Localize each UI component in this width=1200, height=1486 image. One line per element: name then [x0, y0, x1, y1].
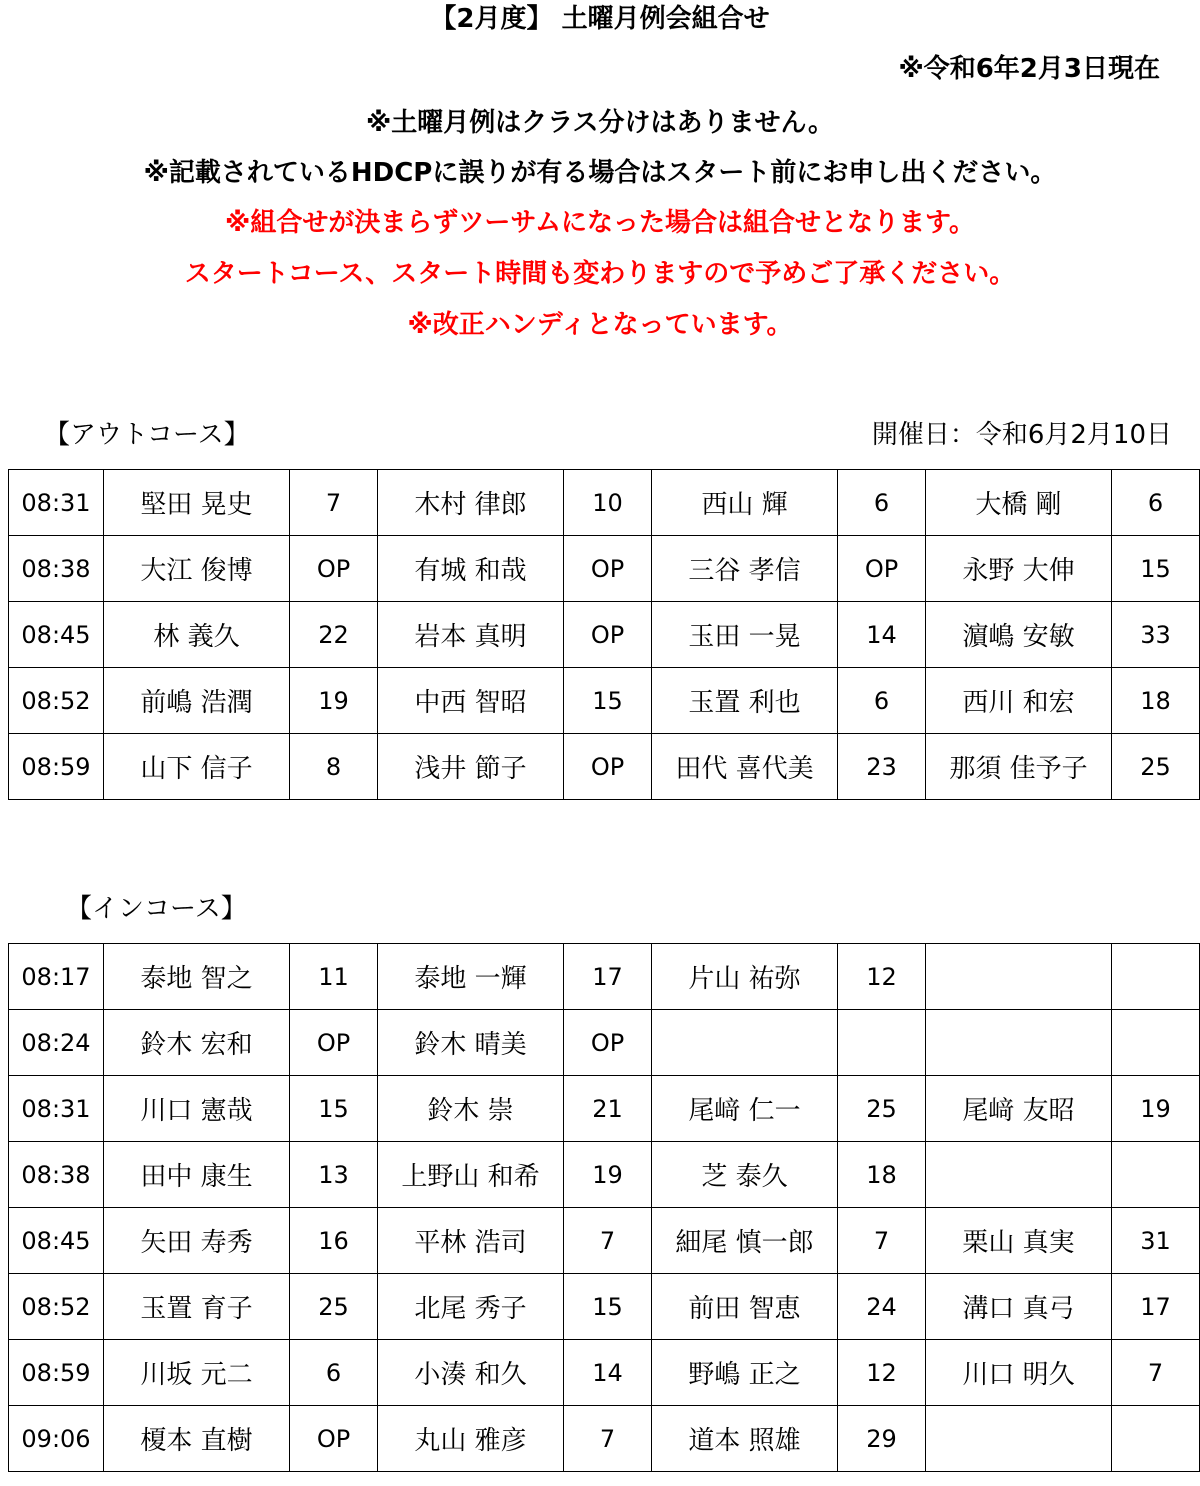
player-handicap: 33	[1112, 602, 1200, 668]
player-name: 丸山 雅彦	[378, 1406, 564, 1472]
player-name: 栗山 真実	[926, 1208, 1112, 1274]
player-name: 前田 智恵	[652, 1274, 838, 1340]
player-name: 三谷 孝信	[652, 536, 838, 602]
out-course-label: 【アウトコース】	[44, 420, 250, 450]
player-name: 榎本 直樹	[104, 1406, 290, 1472]
player-name: 片山 祐弥	[652, 944, 838, 1010]
player-name: 中西 智昭	[378, 668, 564, 734]
event-date: 開催日：令和6月2月10日	[871, 420, 1172, 450]
table-row	[9, 470, 1200, 536]
player-handicap: 6	[838, 668, 926, 734]
player-handicap: 7	[564, 1208, 652, 1274]
player-handicap: 16	[290, 1208, 378, 1274]
player-name: 上野山 和希	[378, 1142, 564, 1208]
player-handicap: 6	[290, 1340, 378, 1406]
tee-time: 08:31	[9, 470, 104, 536]
player-name	[652, 1010, 838, 1076]
player-handicap	[1112, 1406, 1200, 1472]
player-handicap: 10	[564, 470, 652, 536]
player-name: 田代 喜代美	[652, 734, 838, 800]
player-name: 野嶋 正之	[652, 1340, 838, 1406]
tee-time: 08:45	[9, 602, 104, 668]
player-name: 永野 大伸	[926, 536, 1112, 602]
player-handicap: 15	[564, 1274, 652, 1340]
player-name: 芝 泰久	[652, 1142, 838, 1208]
player-name: 西川 和宏	[926, 668, 1112, 734]
player-handicap: 21	[564, 1076, 652, 1142]
note-no-class-division: ※土曜月例はクラス分けはありません。	[365, 108, 835, 138]
table-row	[9, 1208, 1200, 1274]
player-handicap: 14	[838, 602, 926, 668]
player-handicap: OP	[564, 1010, 652, 1076]
tee-time: 08:59	[9, 1340, 104, 1406]
page-title: 【2月度】 土曜月例会組合せ	[430, 4, 770, 34]
player-handicap: 19	[290, 668, 378, 734]
note-twosome-warning: ※組合せが決まらずツーサムになった場合は組合せとなります。	[225, 208, 975, 238]
player-handicap: 12	[838, 944, 926, 1010]
player-name: 木村 律郎	[378, 470, 564, 536]
note-hdcp-correction: ※記載されているHDCPに誤りが有る場合はスタート前にお申し出ください。	[143, 158, 1057, 188]
player-handicap: 6	[1112, 470, 1200, 536]
player-name	[926, 1406, 1112, 1472]
player-name: 玉置 利也	[652, 668, 838, 734]
player-handicap: 14	[564, 1340, 652, 1406]
tee-time: 08:17	[9, 944, 104, 1010]
player-name: 前嶋 浩潤	[104, 668, 290, 734]
tee-time: 08:52	[9, 1274, 104, 1340]
player-name: 泰地 一輝	[378, 944, 564, 1010]
player-handicap	[1112, 1142, 1200, 1208]
player-handicap: 15	[1112, 536, 1200, 602]
player-handicap: 18	[1112, 668, 1200, 734]
player-name: 有城 和哉	[378, 536, 564, 602]
player-name: 鈴木 崇	[378, 1076, 564, 1142]
table-row	[9, 1340, 1200, 1406]
player-handicap	[1112, 944, 1200, 1010]
player-name: 川口 明久	[926, 1340, 1112, 1406]
player-handicap: 13	[290, 1142, 378, 1208]
table-row	[9, 1076, 1200, 1142]
player-name: 矢田 寿秀	[104, 1208, 290, 1274]
table-row	[9, 1142, 1200, 1208]
player-name: 浅井 節子	[378, 734, 564, 800]
tee-time: 09:06	[9, 1406, 104, 1472]
table-row	[9, 944, 1200, 1010]
note-start-change-warning: スタートコース、スタート時間も変わりますので予めご了承ください。	[184, 259, 1016, 289]
table-row	[9, 1010, 1200, 1076]
player-name: 大橋 剛	[926, 470, 1112, 536]
player-name: 那須 佳予子	[926, 734, 1112, 800]
player-name: 濵嶋 安敏	[926, 602, 1112, 668]
player-handicap: 24	[838, 1274, 926, 1340]
player-name: 堅田 晃史	[104, 470, 290, 536]
player-handicap: 12	[838, 1340, 926, 1406]
player-name: 細尾 慎一郎	[652, 1208, 838, 1274]
tee-time: 08:52	[9, 668, 104, 734]
player-handicap: 22	[290, 602, 378, 668]
player-handicap: 23	[838, 734, 926, 800]
player-handicap: 19	[1112, 1076, 1200, 1142]
out-course-table	[8, 469, 1200, 800]
player-handicap: 11	[290, 944, 378, 1010]
as-of-date: ※令和6年2月3日現在	[898, 54, 1160, 84]
tee-time: 08:31	[9, 1076, 104, 1142]
player-name	[926, 1010, 1112, 1076]
player-handicap: 19	[564, 1142, 652, 1208]
player-name: 山下 信子	[104, 734, 290, 800]
player-handicap: OP	[290, 1406, 378, 1472]
player-handicap: 17	[1112, 1274, 1200, 1340]
player-handicap: OP	[564, 536, 652, 602]
player-name: 道本 照雄	[652, 1406, 838, 1472]
player-name: 玉田 一晃	[652, 602, 838, 668]
player-handicap: 29	[838, 1406, 926, 1472]
player-name: 川口 憲哉	[104, 1076, 290, 1142]
player-handicap: 7	[838, 1208, 926, 1274]
tee-time: 08:38	[9, 536, 104, 602]
player-handicap: 31	[1112, 1208, 1200, 1274]
player-name: 西山 輝	[652, 470, 838, 536]
in-course-table	[8, 943, 1200, 1472]
table-row	[9, 1274, 1200, 1340]
player-handicap	[1112, 1010, 1200, 1076]
tee-time: 08:24	[9, 1010, 104, 1076]
player-name	[926, 944, 1112, 1010]
player-handicap: 7	[564, 1406, 652, 1472]
tee-time: 08:38	[9, 1142, 104, 1208]
table-row	[9, 602, 1200, 668]
player-name: 北尾 秀子	[378, 1274, 564, 1340]
tee-time: 08:45	[9, 1208, 104, 1274]
player-handicap: 18	[838, 1142, 926, 1208]
player-name: 田中 康生	[104, 1142, 290, 1208]
player-handicap: OP	[838, 536, 926, 602]
player-handicap: 7	[290, 470, 378, 536]
player-name: 泰地 智之	[104, 944, 290, 1010]
tee-time: 08:59	[9, 734, 104, 800]
player-handicap: 8	[290, 734, 378, 800]
player-handicap: OP	[564, 734, 652, 800]
player-name: 溝口 真弓	[926, 1274, 1112, 1340]
player-name: 林 義久	[104, 602, 290, 668]
player-name: 鈴木 晴美	[378, 1010, 564, 1076]
player-handicap: 15	[564, 668, 652, 734]
player-handicap: 6	[838, 470, 926, 536]
player-name	[926, 1142, 1112, 1208]
player-handicap	[838, 1010, 926, 1076]
player-name: 尾﨑 仁一	[652, 1076, 838, 1142]
note-revised-handicap: ※改正ハンディとなっています。	[407, 310, 793, 340]
player-name: 鈴木 宏和	[104, 1010, 290, 1076]
player-handicap: OP	[564, 602, 652, 668]
table-row	[9, 734, 1200, 800]
player-name: 平林 浩司	[378, 1208, 564, 1274]
player-handicap: 15	[290, 1076, 378, 1142]
player-handicap: 25	[838, 1076, 926, 1142]
player-handicap: 7	[1112, 1340, 1200, 1406]
table-row	[9, 1406, 1200, 1472]
player-name: 岩本 真明	[378, 602, 564, 668]
player-name: 川坂 元二	[104, 1340, 290, 1406]
player-handicap: 25	[1112, 734, 1200, 800]
player-name: 尾﨑 友昭	[926, 1076, 1112, 1142]
player-name: 小湊 和久	[378, 1340, 564, 1406]
player-handicap: 17	[564, 944, 652, 1010]
table-row	[9, 668, 1200, 734]
player-handicap: 25	[290, 1274, 378, 1340]
player-handicap: OP	[290, 536, 378, 602]
player-handicap: OP	[290, 1010, 378, 1076]
in-course-label: 【インコース】	[66, 894, 247, 924]
player-name: 大江 俊博	[104, 536, 290, 602]
table-row	[9, 536, 1200, 602]
player-name: 玉置 育子	[104, 1274, 290, 1340]
